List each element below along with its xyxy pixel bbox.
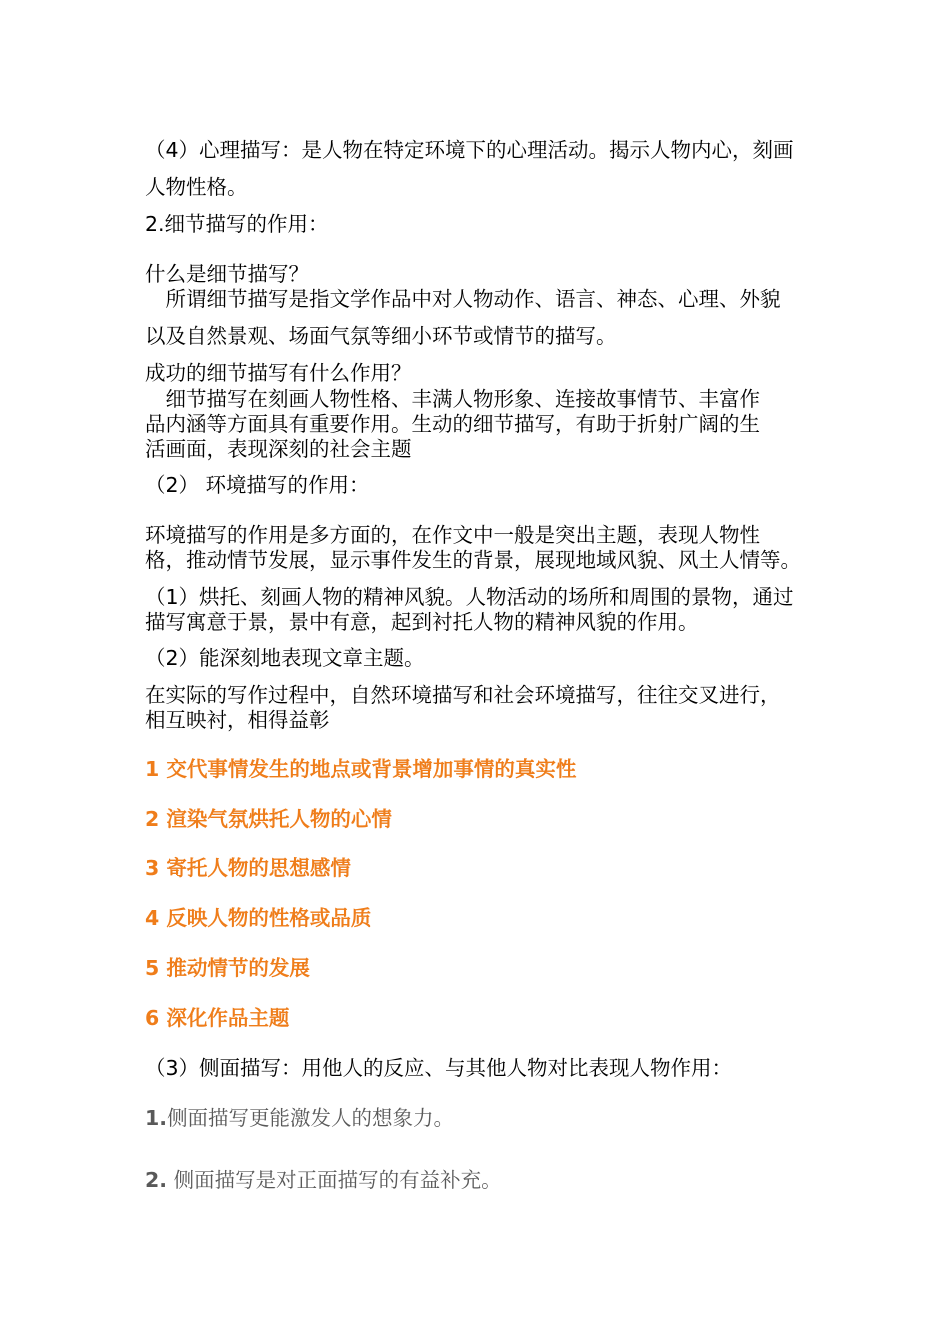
text-line: 品内涵等方面具有重要作用。生动的细节描写，有助于折射广阔的生: [145, 412, 760, 436]
text-line: 以及自然景观、场面气氛等细小环节或情节的描写。: [145, 324, 617, 348]
text-line: 活画面，表现深刻的社会主题: [145, 437, 412, 461]
text-line: （2）能深刻地表现文章主题。: [145, 646, 425, 670]
section-heading: （3）侧面描写：用他人的反应、与其他人物对比表现人物作用：: [145, 1056, 733, 1080]
orange-list-item: 5 推动情节的发展: [145, 956, 310, 980]
text-line: 环境描写的作用是多方面的，在作文中一般是突出主题，表现人物性: [145, 523, 760, 547]
side-item: [145, 1167, 502, 1193]
side-item: [145, 1105, 454, 1131]
text-line: 在实际的写作过程中，自然环境描写和社会环境描写，往往交叉进行，: [145, 683, 781, 707]
side-item-number: 1.: [145, 1106, 168, 1130]
text-line: 描写寓意于景，景中有意，起到衬托人物的精神风貌的作用。: [145, 610, 699, 634]
side-item-text: 侧面描写是对正面描写的有益补充。: [167, 1168, 502, 1192]
question-line: 什么是细节描写？: [145, 262, 309, 286]
section-heading: （2） 环境描写的作用：: [145, 473, 370, 497]
orange-list-item: 1 交代事情发生的地点或背景增加事情的真实性: [145, 757, 577, 781]
text-line: 人物性格。: [145, 175, 248, 199]
section-heading: 2.细节描写的作用：: [145, 212, 329, 236]
question-line: 成功的细节描写有什么作用？: [145, 361, 412, 385]
text-line: （1）烘托、刻画人物的精神风貌。人物活动的场所和周围的景物，通过: [145, 585, 794, 609]
text-line: 所谓细节描写是指文学作品中对人物动作、语言、神态、心理、外貌: [145, 287, 781, 311]
text-line: 细节描写在刻画人物性格、丰满人物形象、连接故事情节、丰富作: [145, 387, 760, 411]
orange-list-item: 3 寄托人物的思想感情: [145, 856, 351, 880]
text-line: 相互映衬，相得益彰: [145, 708, 330, 732]
text-line: （4）心理描写：是人物在特定环境下的心理活动。揭示人物内心，刻画: [145, 138, 794, 162]
orange-list-item: 6 深化作品主题: [145, 1006, 290, 1030]
side-item-number: 2.: [145, 1168, 168, 1192]
orange-list-item: 4 反映人物的性格或品质: [145, 906, 372, 930]
text-line: 格，推动情节发展，显示事件发生的背景，展现地域风貌、风土人情等。: [145, 548, 801, 572]
orange-list-item: 2 渲染气氛烘托人物的心情: [145, 807, 392, 831]
side-item-text: 侧面描写更能激发人的想象力。: [167, 1106, 455, 1130]
